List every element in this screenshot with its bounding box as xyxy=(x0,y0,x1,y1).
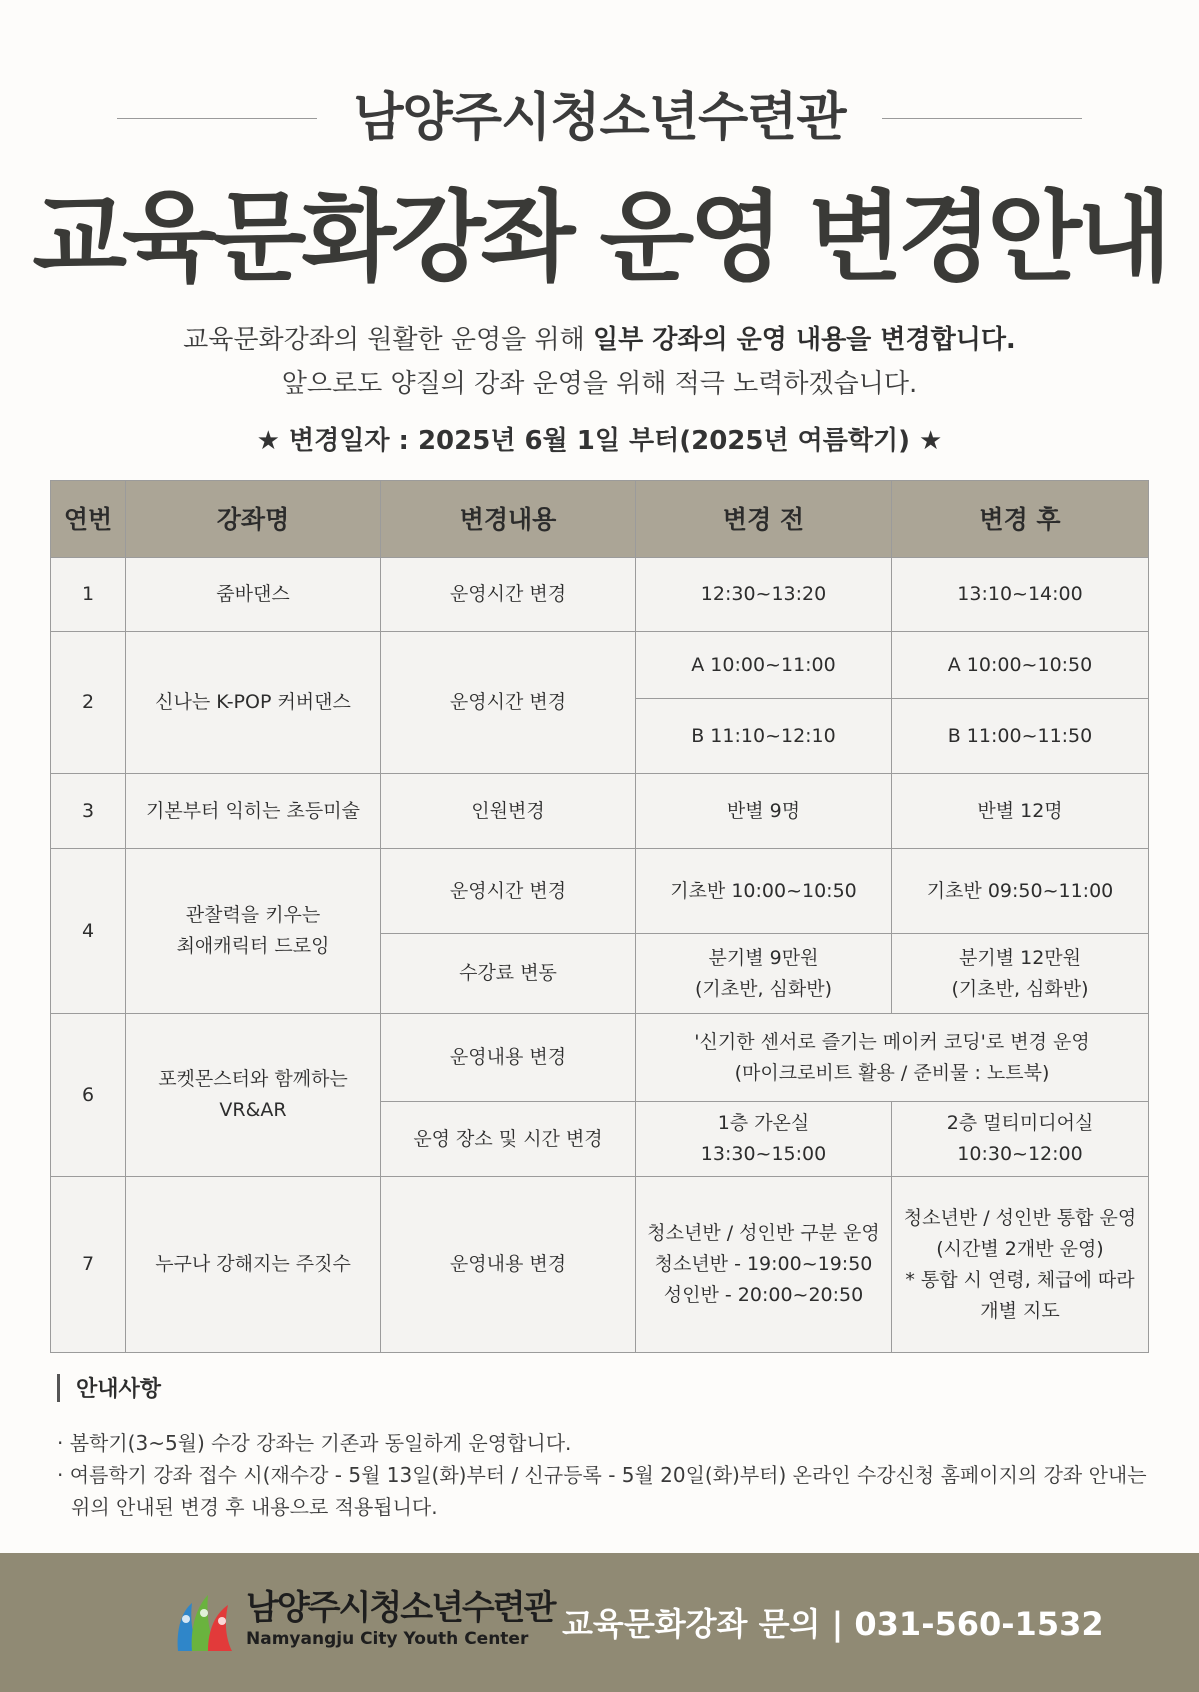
course-line-1: 관찰력을 키우는 xyxy=(185,904,321,926)
contact-info: 교육문화강좌 문의 | 031-560-1532 xyxy=(562,1605,1104,1643)
cell-no: 2 xyxy=(51,632,126,774)
org-title-row xyxy=(0,88,1199,148)
course-line-2: VR&AR xyxy=(219,1099,287,1121)
cell-merged-change xyxy=(636,1014,1149,1102)
merged-line-2: (마이크로비트 활용 / 준비물 : 노트북) xyxy=(734,1061,1050,1084)
cell-after xyxy=(892,934,1149,1014)
merged-line-1: '신기한 센서로 즐기는 메이커 코딩'로 변경 운영 xyxy=(694,1030,1090,1053)
cell-no: 7 xyxy=(51,1177,126,1353)
logo-korean-name: 남양주시청소년수련관 xyxy=(246,1588,555,1628)
after-line-4: 개별 지도 xyxy=(980,1299,1060,1322)
cell-change: 인원변경 xyxy=(381,774,636,849)
intro-line-1-bold: 일부 강좌의 운영 내용을 변경합니다. xyxy=(592,325,1016,355)
cell-before: B 11:10~12:10 xyxy=(636,699,892,774)
youth-figures-logo-icon xyxy=(170,1589,240,1659)
cell-before: A 10:00~11:00 xyxy=(636,632,892,699)
before-line-2: 청소년반 - 19:00~19:50 xyxy=(654,1253,873,1275)
cell-before: 기초반 10:00~10:50 xyxy=(636,849,892,934)
cell-after: 기초반 09:50~11:00 xyxy=(892,849,1149,934)
cell-course: 누구나 강해지는 주짓수 xyxy=(126,1177,381,1353)
cell-change: 운영시간 변경 xyxy=(381,632,636,774)
cell-no: 6 xyxy=(51,1014,126,1177)
notice-item: · 봄학기(3~5월) 수강 강좌는 기존과 동일하게 운영합니다. xyxy=(57,1431,572,1455)
cell-change: 운영 장소 및 시간 변경 xyxy=(381,1102,636,1177)
table-row xyxy=(51,774,1149,849)
page-title: 교육문화강좌 운영 변경안내 xyxy=(32,181,1167,295)
cell-change: 운영시간 변경 xyxy=(381,849,636,934)
header-no: 연번 xyxy=(51,481,126,558)
notice-heading: 안내사항 xyxy=(76,1377,162,1402)
header-after: 변경 후 xyxy=(892,481,1149,558)
table-header-row xyxy=(51,481,1149,558)
cell-change: 운영시간 변경 xyxy=(381,558,636,632)
footer xyxy=(0,1553,1199,1692)
after-line-2: (시간별 2개반 운영) xyxy=(936,1237,1104,1260)
cell-course: 기본부터 익히는 초등미술 xyxy=(126,774,381,849)
before-line-2: 13:30~15:00 xyxy=(700,1143,827,1165)
table-row xyxy=(51,558,1149,632)
cell-before: 반별 9명 xyxy=(636,774,892,849)
cell-after: 13:10~14:00 xyxy=(892,558,1149,632)
course-line-2: 최애캐릭터 드로잉 xyxy=(176,935,330,957)
header-before: 변경 전 xyxy=(636,481,892,558)
divider-right xyxy=(882,118,1082,119)
notice-bar xyxy=(57,1374,60,1402)
table-row xyxy=(51,1014,1149,1102)
after-line-2: (기초반, 심화반) xyxy=(951,977,1089,1000)
intro-text xyxy=(0,318,1199,406)
cell-after xyxy=(892,1102,1149,1177)
notice-heading-row xyxy=(57,1372,1147,1403)
cell-course xyxy=(126,849,381,1014)
cell-change: 운영내용 변경 xyxy=(381,1014,636,1102)
logo-english-name: Namyangju City Youth Center xyxy=(246,1629,529,1649)
cell-course: 줌바댄스 xyxy=(126,558,381,632)
cell-no: 1 xyxy=(51,558,126,632)
table-row xyxy=(51,849,1149,934)
cell-before xyxy=(636,1177,892,1353)
cell-after xyxy=(892,1177,1149,1353)
after-line-1: 분기별 12만원 xyxy=(959,946,1081,969)
intro-line-1-normal: 교육문화강좌의 원활한 운영을 위해 xyxy=(183,325,593,355)
after-line-1: 2층 멀티미디어실 xyxy=(946,1112,1094,1134)
org-name: 남양주시청소년수련관 xyxy=(353,88,846,148)
after-line-2: 10:30~12:00 xyxy=(957,1143,1083,1165)
cell-after: B 11:00~11:50 xyxy=(892,699,1149,774)
course-line-1: 포켓몬스터와 함께하는 xyxy=(158,1068,348,1090)
cell-no: 3 xyxy=(51,774,126,849)
intro-line-1 xyxy=(0,318,1199,362)
before-line-3: 성인반 - 20:00~20:50 xyxy=(663,1284,864,1306)
change-date: ★ 변경일자 : 2025년 6월 1일 부터(2025년 여름학기) ★ xyxy=(256,426,943,456)
cell-change: 운영내용 변경 xyxy=(381,1177,636,1353)
change-table xyxy=(50,480,1149,1353)
after-line-1: 청소년반 / 성인반 통합 운영 xyxy=(903,1206,1137,1229)
table-row xyxy=(51,632,1149,699)
cell-before xyxy=(636,934,892,1014)
cell-course xyxy=(126,1014,381,1177)
header-change: 변경내용 xyxy=(381,481,636,558)
cell-course: 신나는 K-POP 커버댄스 xyxy=(126,632,381,774)
cell-after: A 10:00~10:50 xyxy=(892,632,1149,699)
cell-before: 12:30~13:20 xyxy=(636,558,892,632)
header-course: 강좌명 xyxy=(126,481,381,558)
before-line-1: 청소년반 / 성인반 구분 운영 xyxy=(647,1222,880,1244)
notice-item: · 여름학기 강좌 접수 시(재수강 - 5월 13일(화)부터 / 신규등록 - 5월 20일(화)부터) 온라인 수강신청 홈페이지의 강좌 안내는 위의 안내된 변경 후 내용으로 적용됩니다. xyxy=(57,1463,1147,1519)
cell-no: 4 xyxy=(51,849,126,1014)
cell-before xyxy=(636,1102,892,1177)
divider-left xyxy=(117,118,317,119)
logo-wordmark xyxy=(246,1588,555,1649)
before-line-2: (기초반, 심화반) xyxy=(694,977,833,1000)
cell-after: 반별 12명 xyxy=(892,774,1149,849)
table-row xyxy=(51,1177,1149,1353)
cell-change: 수강료 변동 xyxy=(381,934,636,1014)
notice-section xyxy=(57,1372,1147,1523)
before-line-1: 분기별 9만원 xyxy=(708,946,819,969)
before-line-1: 1층 가온실 xyxy=(717,1112,810,1134)
after-line-3: * 통합 시 연령, 체급에 따라 xyxy=(905,1268,1135,1291)
intro-line-2: 앞으로도 양질의 강좌 운영을 위해 적극 노력하겠습니다. xyxy=(281,369,918,399)
